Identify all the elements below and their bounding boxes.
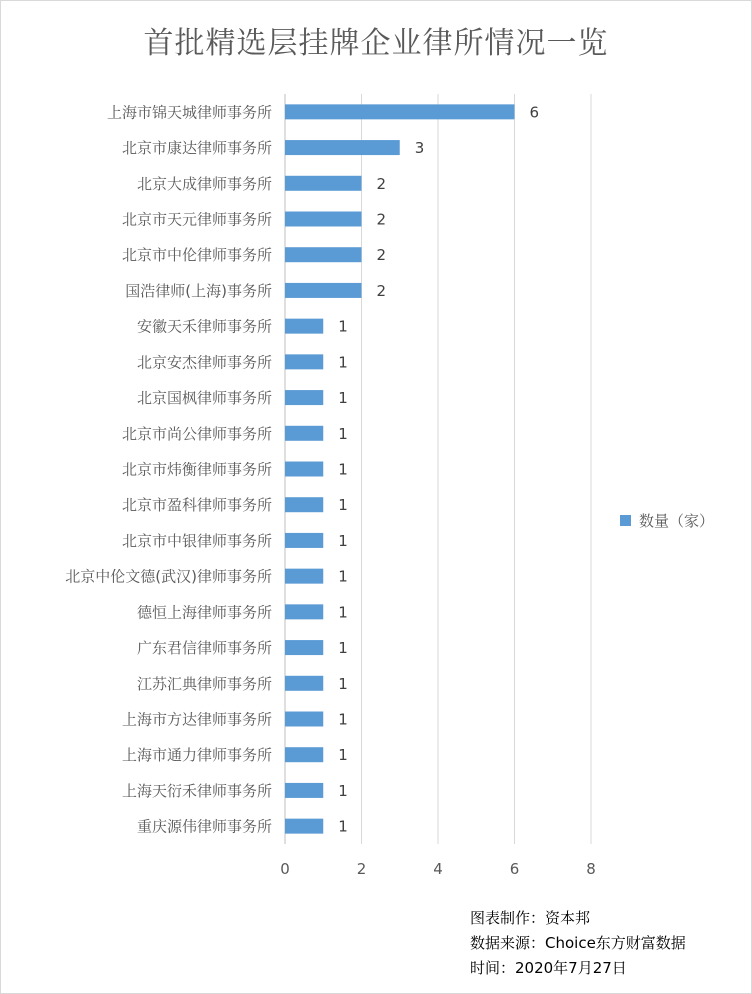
data-label: 2 xyxy=(376,210,387,229)
bar xyxy=(285,247,362,262)
bar xyxy=(285,497,323,512)
data-label: 1 xyxy=(338,817,348,836)
data-label: 1 xyxy=(338,353,348,372)
bar xyxy=(285,212,362,227)
data-label: 1 xyxy=(338,496,348,515)
date-text: 时间：2020年7月27日 xyxy=(470,959,627,977)
category-label: 上海市锦天城律师事务所 xyxy=(106,103,272,122)
bar xyxy=(285,569,323,584)
legend xyxy=(620,510,714,531)
category-label: 北京大成律师事务所 xyxy=(136,174,272,193)
legend-label: 数量（家） xyxy=(639,512,715,530)
data-label: 1 xyxy=(338,567,348,586)
bar xyxy=(285,176,362,191)
category-label: 安徽天禾律师事务所 xyxy=(136,317,272,336)
category-label: 重庆源伟律师事务所 xyxy=(136,817,272,836)
data-label: 2 xyxy=(376,246,387,265)
data-label: 1 xyxy=(338,781,348,800)
data-label: 1 xyxy=(338,317,348,336)
bar xyxy=(285,747,323,762)
category-label: 广东君信律师事务所 xyxy=(136,639,272,658)
legend-swatch xyxy=(620,515,631,526)
category-label: 上海市通力律师事务所 xyxy=(121,746,272,765)
data-label: 1 xyxy=(338,460,348,479)
category-label: 江苏汇典律师事务所 xyxy=(136,674,272,693)
x-tick-label: 2 xyxy=(356,860,367,878)
category-labels xyxy=(65,103,272,835)
data-label: 1 xyxy=(338,746,348,765)
data-label: 1 xyxy=(338,710,348,729)
category-label: 上海天衍禾律师事务所 xyxy=(121,781,272,800)
x-tick-label: 8 xyxy=(586,860,596,878)
x-tick-label: 6 xyxy=(509,860,520,878)
data-label: 2 xyxy=(376,281,387,300)
made-by-text: 图表制作：资本邦 xyxy=(470,909,591,927)
data-label: 1 xyxy=(338,603,348,622)
data-label: 6 xyxy=(529,103,540,122)
category-label: 北京市炜衡律师事务所 xyxy=(121,460,272,479)
category-label: 上海市方达律师事务所 xyxy=(121,710,272,729)
category-label: 北京市康达律师事务所 xyxy=(121,139,272,158)
bar xyxy=(285,283,362,298)
data-label: 1 xyxy=(338,389,348,408)
category-label: 北京市尚公律师事务所 xyxy=(121,424,272,443)
bar xyxy=(285,783,323,798)
category-label: 北京市中银律师事务所 xyxy=(121,531,272,550)
category-label: 德恒上海律师事务所 xyxy=(136,603,272,622)
data-label: 1 xyxy=(338,424,348,443)
data-label: 1 xyxy=(338,531,348,550)
bar xyxy=(285,354,323,369)
source-text: 数据来源：Choice东方财富数据 xyxy=(470,934,686,952)
x-axis-ticks xyxy=(280,860,596,878)
category-label: 北京市天元律师事务所 xyxy=(121,210,272,229)
bar xyxy=(285,426,323,441)
data-label: 1 xyxy=(338,639,348,658)
category-label: 北京中伦文德(武汉)律师事务所 xyxy=(65,567,272,586)
bar xyxy=(285,462,323,477)
bar xyxy=(285,640,323,655)
x-tick-label: 4 xyxy=(433,860,443,878)
gridlines xyxy=(285,94,591,844)
bar xyxy=(285,104,515,119)
category-label: 北京国枫律师事务所 xyxy=(136,389,272,408)
bar xyxy=(285,712,323,727)
bar xyxy=(285,319,323,334)
bar xyxy=(285,676,323,691)
bar xyxy=(285,390,323,405)
category-label: 北京市中伦律师事务所 xyxy=(121,246,272,265)
bar xyxy=(285,140,400,155)
x-tick-label: 0 xyxy=(280,860,290,878)
data-label: 2 xyxy=(376,174,387,193)
data-label: 3 xyxy=(414,139,425,158)
data-label: 1 xyxy=(338,674,348,693)
bar xyxy=(285,819,323,834)
category-label: 国浩律师(上海)事务所 xyxy=(125,281,272,300)
bar xyxy=(285,604,323,619)
category-label: 北京安杰律师事务所 xyxy=(136,353,272,372)
data-labels xyxy=(338,103,539,835)
chart-title: 首批精选层挂牌企业律所情况一览 xyxy=(143,26,609,61)
source-note xyxy=(470,906,686,981)
bars xyxy=(285,104,515,833)
bar xyxy=(285,533,323,548)
category-label: 北京市盈科律师事务所 xyxy=(121,496,272,515)
